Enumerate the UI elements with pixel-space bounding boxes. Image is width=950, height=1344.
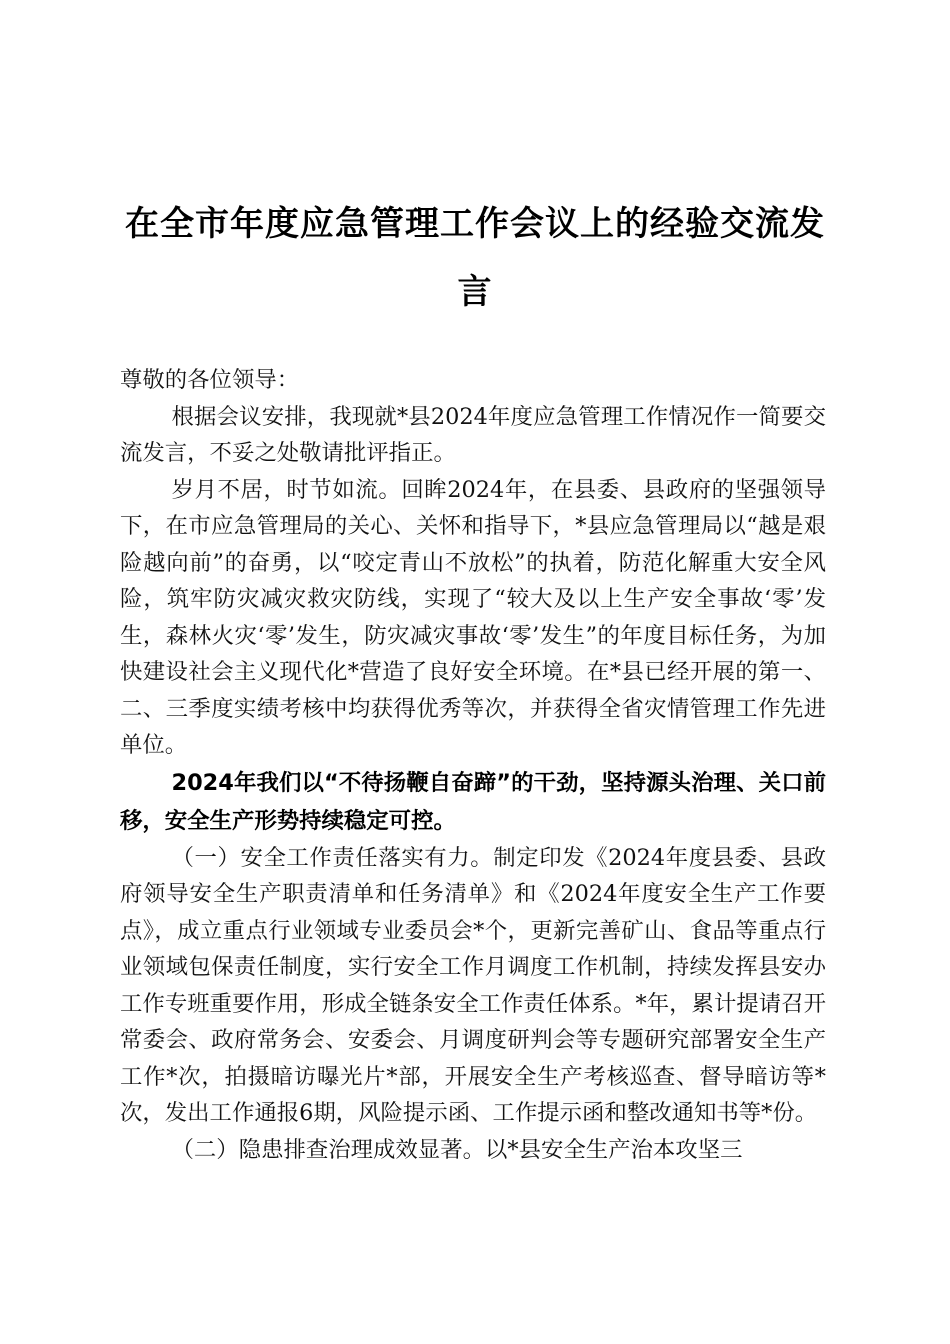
subsection-responsibility: （一）安全工作责任落实有力。制定印发《2024年度县委、县政府领导安全生产职责清单和任务清单》和《2024年度安全生产工作要点》，成立重点行业领域专业委员会*个，更新完善矿山、食品等重点行业领域包保责任制度，实行安全工作月调度工作机制，持续发挥县安办工作专班重要作用，形成全链条安全工作责任体系。*年，累计提请召开常委会、政府常务会、安委会、月调度研判会等专题研究部署安全生产工作*次，拍摄暗访曝光片*部，开展安全生产考核巡查、督导暗访等*次，发出工作通报6期，风险提示函、工作提示函和整改通知书等*份。 (120, 844, 826, 1126)
document-title-line-1: 在全市年度应急管理工作会议上的经验交流发 (125, 204, 825, 244)
document-body (120, 362, 826, 1168)
paragraph-intro: 根据会议安排，我现就*县2024年度应急管理工作情况作一简要交流发言，不妥之处敬请批评指正。 (120, 403, 826, 466)
salutation: 尊敬的各位领导： (120, 367, 300, 393)
document-title-line-2: 言 (457, 272, 493, 312)
paragraph-review: 岁月不居，时节如流。回眸2024年，在县委、县政府的坚强领导下，在市应急管理局的关心、关怀和指导下，*县应急管理局以“越是艰险越向前”的奋勇，以“咬定青山不放松”的执着，防范化解重大安全风险，筑牢防灾减灾救灾防线，实现了“较大及以上生产安全事故‘零’发生，森林火灾‘零’发生，防灾减灾事故‘零’发生”的年度目标任务，为加快建设社会主义现代化*营造了良好安全环境。在*县已经开展的第一、二、三季度实绩考核中均获得优秀等次，并获得全省灾情管理工作先进单位。 (120, 476, 826, 758)
subsection-hazard-inspection: （二）隐患排查治理成效显著。以*县安全生产治本攻坚三 (171, 1136, 743, 1163)
section-heading: 2024年我们以“不待扬鞭自奋蹄”的干劲，坚持源头治理、关口前移，安全生产形势持续稳定可控。 (120, 769, 826, 834)
